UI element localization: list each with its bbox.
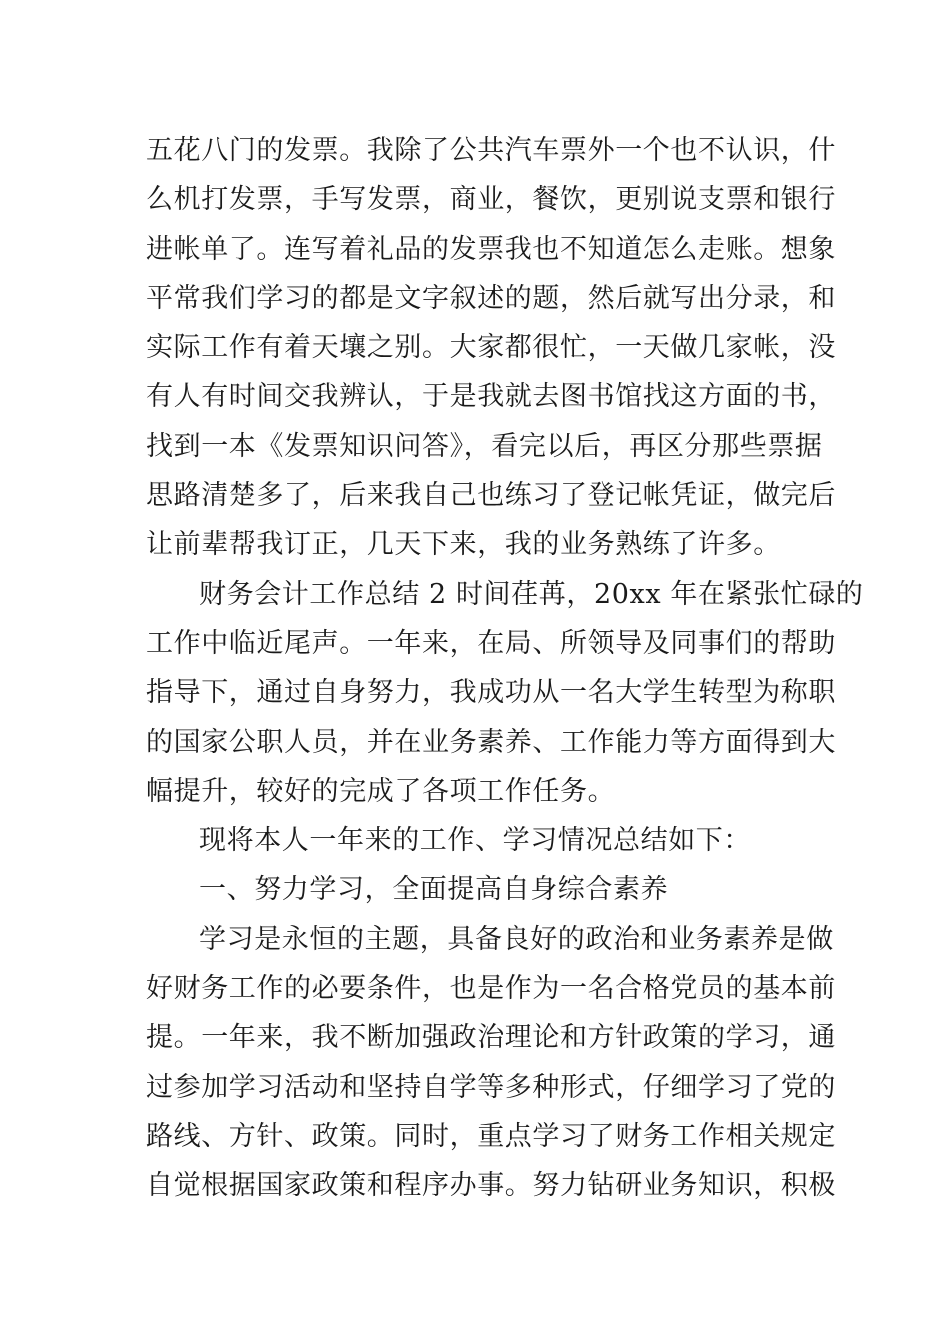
text-line: 进帐单了。连写着礼品的发票我也不知道怎么走账。想象	[146, 233, 836, 265]
text-line: 实际工作有着天壤之别。大家都很忙，一天做几家帐，没	[146, 332, 836, 364]
paragraph-start-line: 现将本人一年来的工作、学习情况总结如下：	[199, 825, 751, 857]
text-line: 平常我们学习的都是文字叙述的题，然后就写出分录，和	[146, 282, 836, 314]
text-line: 找到一本《发票知识问答》，看完以后，再区分那些票据	[146, 430, 823, 462]
text-line: 工作中临近尾声。一年来，在局、所领导及同事们的帮助	[146, 627, 836, 659]
text-line: 么机打发票，手写发票，商业，餐饮，更别说支票和银行	[146, 184, 836, 216]
text-line: 提。一年来，我不断加强政治理论和方针政策的学习，通	[146, 1022, 836, 1054]
text-line: 自觉根据国家政策和程序办事。努力钻研业务知识，积极	[146, 1170, 836, 1202]
text-line: 好财务工作的必要条件，也是作为一名合格党员的基本前	[146, 973, 836, 1005]
text-line: 指导下，通过自身努力，我成功从一名大学生转型为称职	[146, 677, 836, 709]
section-heading: 一、努力学习，全面提高自身综合素养	[199, 874, 669, 906]
text-line: 五花八门的发票。我除了公共汽车票外一个也不认识，什	[146, 135, 836, 166]
text-line: 路线、方针、政策。同时，重点学习了财务工作相关规定	[146, 1120, 836, 1152]
text-line: 的国家公职人员，并在业务素养、工作能力等方面得到大	[146, 726, 836, 758]
body-text	[146, 126, 864, 1211]
text-line: 让前辈帮我订正，几天下来，我的业务熟练了许多。	[146, 529, 781, 561]
text-line: 过参加学习活动和坚持自学等多种形式，仔细学习了党的	[146, 1071, 836, 1103]
text-line: 有人有时间交我辨认，于是我就去图书馆找这方面的书，	[146, 381, 836, 413]
text-line: 思路清楚多了，后来我自己也练习了登记帐凭证，做完后	[146, 480, 836, 512]
text-line: 幅提升，较好的完成了各项工作任务。	[146, 775, 616, 807]
paragraph-start-line: 学习是永恒的主题，具备良好的政治和业务素养是做	[199, 923, 834, 955]
paragraph-start-line: 财务会计工作总结 2 时间荏苒，20xx 年在紧张忙碌的	[199, 578, 864, 610]
